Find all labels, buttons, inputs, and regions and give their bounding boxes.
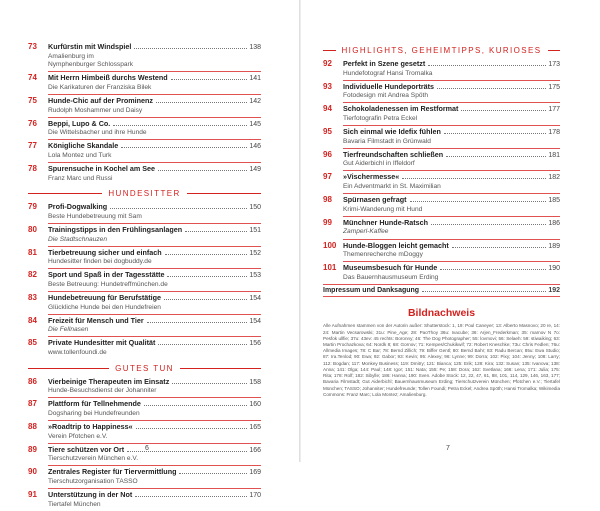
entry-subtitle: www.tollenfoundi.de [48,348,107,356]
entry-title: Profi-Dogwalking [48,202,108,212]
leader-dots [135,496,247,497]
entry-subtitle: Franz Marc und Russi [48,174,113,182]
entry-page: 165 [249,423,261,431]
entry-page: 192 [548,286,560,294]
entry-title: Freizeit für Mensch und Tier [48,315,144,325]
entry-page: 186 [548,219,560,227]
leader-dots [158,344,247,345]
entry-number: 100 [323,240,337,250]
toc-group-gutes-tun [28,377,261,510]
entry-title: Impressum und Danksagung [323,286,420,294]
entry-title: Hunde-Chic auf der Prominenz [48,95,154,105]
entry-number: 101 [323,263,337,273]
section-rule [323,50,336,51]
entry-subtitle: Hundefotograf Hansi Tromalka [343,69,433,77]
leader-dots [156,102,247,103]
toc-entry-row [323,195,560,206]
entry-page: 160 [249,401,261,409]
leader-dots [452,247,546,248]
divider [48,268,261,269]
divider [343,148,560,149]
entry-number: 97 [323,172,332,182]
divider [48,314,261,315]
entry-page: 138 [249,44,261,51]
toc-entry-row [28,270,261,281]
entry-page: 182 [548,174,560,182]
toc-entry-row [28,338,261,349]
section-header-highlights [323,46,560,55]
toc-entry-row [28,225,261,236]
entry-title: Museumsbesuch für Hunde [343,263,438,273]
entry-subtitle: Die Fellnasen [48,326,89,334]
divider [48,71,261,72]
entry-subtitle: Ein Adventmarkt in St. Maximilian [343,183,441,191]
toc-entry-row [28,141,261,152]
entry-number: 78 [28,164,37,174]
toc-entry[interactable] [28,422,261,441]
entry-number: 84 [28,315,37,325]
toc-entry-impressum[interactable] [323,286,560,296]
divider [343,239,560,240]
entry-page: 145 [249,120,261,128]
entry-number: 73 [28,42,37,51]
entry-number: 77 [28,141,37,151]
entry-title: Königliche Skandale [48,141,119,151]
entry-title: Mit Herrn Himbeiß durchs Westend [48,73,168,83]
toc-entry[interactable] [28,248,261,267]
leader-dots [446,156,546,157]
entry-subtitle: Nymphenburger Schlosspark [48,61,134,69]
entry-subtitle: Gut Aiderbichl in Iffeldorf [343,160,415,168]
toc-entry[interactable] [28,270,261,289]
leader-dots [121,147,247,148]
leader-dots [437,88,546,89]
entry-page: 154 [249,317,261,325]
leader-dots [172,383,247,384]
entry-subtitle: Beste Hundebetreuung mit Sam [48,212,142,220]
toc-entry-row [28,42,261,53]
toc-entry[interactable] [28,293,261,312]
divider [48,94,261,95]
toc-group-top [28,42,261,183]
section-rule [28,193,102,194]
entry-subtitle: Hunde-Besuchsdienst der Johanniter [48,387,157,395]
section-header-hundesitter [28,189,261,198]
entry-number: 87 [28,399,37,409]
page-number-left: 6 [145,445,149,452]
entry-title: Münchner Hunde-Ratsch [343,217,429,227]
leader-dots [171,79,248,80]
toc-entry[interactable] [28,338,261,357]
leader-dots [461,110,546,111]
toc-entry-row [28,119,261,130]
toc-entry[interactable] [28,490,261,509]
toc-group-hundesitter [28,202,261,357]
toc-entry[interactable] [323,104,560,123]
entry-title: Kurfürstin mit Windspiel [48,42,132,51]
toc-entry[interactable] [28,141,261,160]
entry-page: 185 [548,197,560,205]
divider [48,488,261,489]
entry-title: Private Hundesitter mit Qualität [48,338,156,348]
entry-title: Plattform für Tellnehmende [48,399,141,409]
entry-number: 83 [28,292,37,302]
toc-entry[interactable] [28,119,261,138]
entry-page: 151 [249,226,261,234]
entry-number: 91 [28,489,37,499]
toc-left [28,42,261,511]
entry-number: 86 [28,376,37,386]
entry-page: 142 [249,97,261,105]
entry-title: »Roadtrip to Happiness« [48,421,133,431]
entry-page: 177 [548,106,560,114]
leader-dots [185,231,247,232]
toc-entry-row [28,164,261,175]
entry-subtitle: Bavaria Filmstadt in Grünwald [343,137,431,145]
page-number-right: 7 [446,445,450,452]
entry-title: Sport und Spaß in der Tagesstätte [48,270,165,280]
divider [48,465,261,466]
entry-page: 150 [249,204,261,212]
entry-title: Perfekt in Szene gesetzt [343,59,426,68]
leader-dots [431,224,546,225]
toc-entry[interactable] [28,96,261,115]
entry-title: »Vischermesse« [343,172,400,182]
leader-dots [144,405,247,406]
divider [343,216,560,217]
divider [48,291,261,292]
entry-subtitle: Amalienburg im [48,52,94,60]
entry-subtitle: Fotodesign mit Andrea Spöth [343,92,429,100]
divider [48,162,261,163]
entry-subtitle: Die Wittelsbacher und ihre Hunde [48,129,147,137]
toc-entry-row [28,422,261,433]
leader-dots [134,48,247,49]
section-title: GUTES TUN [115,363,174,373]
entry-number: 95 [323,127,332,137]
entry-page: 141 [249,75,261,83]
toc-entry[interactable] [28,42,261,70]
toc-entry-row [28,399,261,410]
divider [343,170,560,171]
right-page [301,0,600,462]
entry-subtitle: Das Bauernhausmuseum Erding [343,273,439,281]
credits-title: Bildnachweis [407,307,476,320]
entry-number: 75 [28,95,37,105]
toc-entry[interactable] [323,150,560,169]
leader-dots [410,201,547,202]
toc-entry-row [323,218,560,229]
leader-dots [422,291,546,292]
leader-dots [165,254,248,255]
entry-number: 88 [28,421,37,431]
toc-entry[interactable] [323,263,560,282]
toc-entry[interactable] [28,73,261,92]
toc-entry[interactable] [28,377,261,396]
toc-entry-row [323,82,560,93]
leader-dots [440,269,546,270]
entry-subtitle: Die Karikaturen der Franziska Bilek [48,83,152,91]
toc-entry[interactable] [323,172,560,191]
toc-entry-row [28,490,261,501]
entry-title: Sich einmal wie Idefix fühlen [343,127,441,137]
divider [48,139,261,140]
entry-number: 79 [28,202,37,212]
entry-page: 178 [548,129,560,137]
divider [343,80,560,81]
entry-page: 152 [249,249,261,257]
entry-subtitle: Beste Betreuung: Hundetreffmünchen.de [48,280,168,288]
section-rule [548,50,561,51]
entry-title: Spürnasen gefragt [343,195,407,205]
divider [48,336,261,337]
toc-entry[interactable] [323,218,560,237]
entry-number: 94 [323,104,332,114]
divider [48,420,261,421]
entry-page: 170 [249,491,261,499]
toc-entry[interactable] [323,127,560,146]
toc-entry[interactable] [323,241,560,260]
toc-group-highlights [323,59,560,282]
divider [323,296,560,297]
leader-dots [444,133,546,134]
entry-title: Trainingstipps in den Frühlingsanlagen [48,224,183,234]
entry-number: 98 [323,195,332,205]
divider [48,117,261,118]
toc-entry[interactable] [28,316,261,335]
section-title: HUNDESITTER [108,189,181,199]
divider [48,443,261,444]
entry-page: 169 [249,469,261,477]
divider [48,223,261,224]
entry-page: 173 [548,61,560,68]
entry-subtitle: Verein Pfotchen e.V. [48,432,108,440]
entry-number: 80 [28,224,37,234]
leader-dots [164,299,247,300]
entry-number: 92 [323,59,332,68]
entry-title: Vierbeinige Therapeuten im Einsatz [48,376,170,386]
leader-dots [428,65,546,66]
toc-entry[interactable] [28,164,261,183]
entry-subtitle: Themenrecherche mDoggy [343,251,423,259]
entry-title: Zentrales Register für Tiervermittlung [48,467,177,477]
leader-dots [402,178,546,179]
entry-subtitle: Krimi-Wanderung mit Hund [343,205,423,213]
entry-subtitle: Dogsharing bei Hundefreunden [48,409,140,417]
leader-dots [158,170,247,171]
leader-dots [179,473,247,474]
toc-entry-row [28,202,261,213]
entry-number: 81 [28,247,37,257]
toc-entry-row [323,59,560,70]
entry-title: Tierbetreuung sicher und einfach [48,247,162,257]
entry-title: Schokoladenessen im Restformat [343,104,459,114]
divider [48,246,261,247]
section-title: HIGHLIGHTS, GEHEIMTIPPS, KURIOSES [341,46,542,55]
toc-entry[interactable] [323,82,560,101]
entry-page: 156 [249,340,261,348]
entry-title: Hunde-Bloggen leicht gemacht [343,240,449,250]
entry-subtitle: Zamperl-Kaffee [343,228,389,236]
leader-dots [136,428,248,429]
toc-entry[interactable] [323,59,560,78]
entry-subtitle: Glückliche Hunde bei den Hundefreien [48,303,161,311]
toc-entry-row [28,377,261,388]
leader-dots [110,208,247,209]
leader-dots [167,276,247,277]
entry-title: Tierfreundschaften schließen [343,149,444,159]
divider [343,125,560,126]
entry-page: 158 [249,378,261,386]
toc-entry[interactable] [28,399,261,418]
entry-subtitle: Tiertafel München [48,500,101,508]
entry-subtitle: Tierschutzorganisation TASSO [48,477,138,485]
toc-entry[interactable] [28,202,261,221]
entry-number: 85 [28,338,37,348]
toc-entry-row [323,241,560,252]
leader-dots [113,125,247,126]
leader-dots [147,322,248,323]
toc-entry-row [323,127,560,138]
toc-entry-row [323,172,560,183]
entry-subtitle: Lola Montez und Turk [48,151,112,159]
divider [343,261,560,262]
entry-page: 146 [249,143,261,151]
entry-title: Beppi, Lupo & Co. [48,118,111,128]
toc-entry-row [323,104,560,115]
divider [343,193,560,194]
entry-number: 76 [28,118,37,128]
entry-page: 189 [548,242,560,250]
entry-number: 93 [323,81,332,91]
entry-page: 166 [249,446,261,454]
entry-number: 90 [28,467,37,477]
entry-subtitle: Hundesitter finden bei dogbuddy.de [48,258,152,266]
entry-page: 190 [548,265,560,273]
entry-title: Tiere schützen vor Ort [48,444,125,454]
toc-entry[interactable] [28,467,261,486]
entry-page: 181 [548,151,560,159]
toc-entry[interactable] [28,225,261,244]
entry-page: 153 [249,272,261,280]
entry-title: Unterstützung in der Not [48,489,133,499]
toc-entry-row [28,467,261,478]
divider [323,284,560,285]
entry-number: 96 [323,149,332,159]
toc-entry-row [28,73,261,84]
section-rule [180,368,261,369]
entry-title: Individuelle Hundeporträts [343,81,435,91]
toc-entry-row [28,248,261,259]
section-rule [187,193,261,194]
entry-number: 74 [28,73,37,83]
left-page [0,0,299,508]
entry-subtitle: Die Stadtschnauzen [48,235,108,243]
toc-entry-row [28,96,261,107]
toc-entry[interactable] [323,195,560,214]
entry-subtitle: Rudolph Moshammer und Daisy [48,106,143,114]
entry-title: Spurensuche in Kochel am See [48,164,156,174]
entry-number: 82 [28,270,37,280]
entry-page: 154 [249,294,261,302]
section-rule [28,368,109,369]
entry-title: Hundebetreuung für Berufstätige [48,292,162,302]
divider [343,102,560,103]
divider [48,397,261,398]
toc-entry-row [28,316,261,327]
entry-page: 149 [249,166,261,174]
toc-entry-row [323,263,560,274]
credits-text: Alle Aufnahmen stammen von der Autorin außer: Shutterstock: 1, 19: Poul Caneyer; 13: Alberto Masnovo; 20 re, 14: 24: Martin Vecsarowski; 31u: Pine_Age; 28: PaoThoy 36u: Ivacube; 36: Arjen_Frederkman; 35: marnov N 7o: Pesfok ullfie; 37u: 43ev: 45 rechts: Boronny; 46: The Dog Photographer; 55: lovmovi; 56: Selaeh: 59: stiwaiking; 63: Martin Prochazkova; 64: Nordk 8; 68: Gornov; 71: Kempes/Chukikwif; 72: Robert Kneschke; 73u: Chris Fedlen; 76u: Allmedia Images; 78: C Bar; 78: Bernd Zillich; 79: Biffer Gentl; 80: Bernd Bahr; 83: Radu Bercan; 85u: Ewa Studio; 87: Ira.Tenlod; 90: Ewa; 92: Gabor; 93: Kevin; 95: Alexey; 96: Lynne; 99: Dorra; 102: Pixy; 104: Jenny; 108: Larry; 112: Bogdan; 117: Monkey Business; 119: Dmitry; 121: Bianca; 125: Erik; 128: Kira; 132: Susan; 135: Ivanova; 138: Anna; 141: Olga; 144: Paul; 148: Igor; 151: Nata; 155: Pe; 158: Dora; 162: Svetlana; 166: Lena; 171: Julia; 175: Rita; 178: Rolf; 182: Sibylle; 186: Hanna; 190: Sven. Adobe Stock: 12, 22, 47, 61, 88, 101, 114, 129, 146, 163, 177; Bavaria Filmstadt; Gut Aiderbichl; Bauernhausmuseum Erding; Tierschutzverein München; Pfotchen e.V.; Tiertafel München; TASSO; Johanniter; Hundefreunde; Tollen Foundi; Petra Eckel; Andrea Spöth; Hansi Tromalka; Wikimedia Commons: Franz Marc; Lola Montez; Amalienburg. [323,323,560,397]
toc-entry-row [323,150,560,161]
section-header-gutes-tun [28,364,261,373]
toc-entry-row [28,293,261,304]
entry-subtitle: Tierschutzverein München e.V. [48,455,139,463]
entry-subtitle: Tierfotografin Petra Eckel [343,114,418,122]
entry-number: 89 [28,444,37,454]
entry-number: 99 [323,217,332,227]
toc-right [323,40,560,409]
entry-page: 175 [548,83,560,91]
